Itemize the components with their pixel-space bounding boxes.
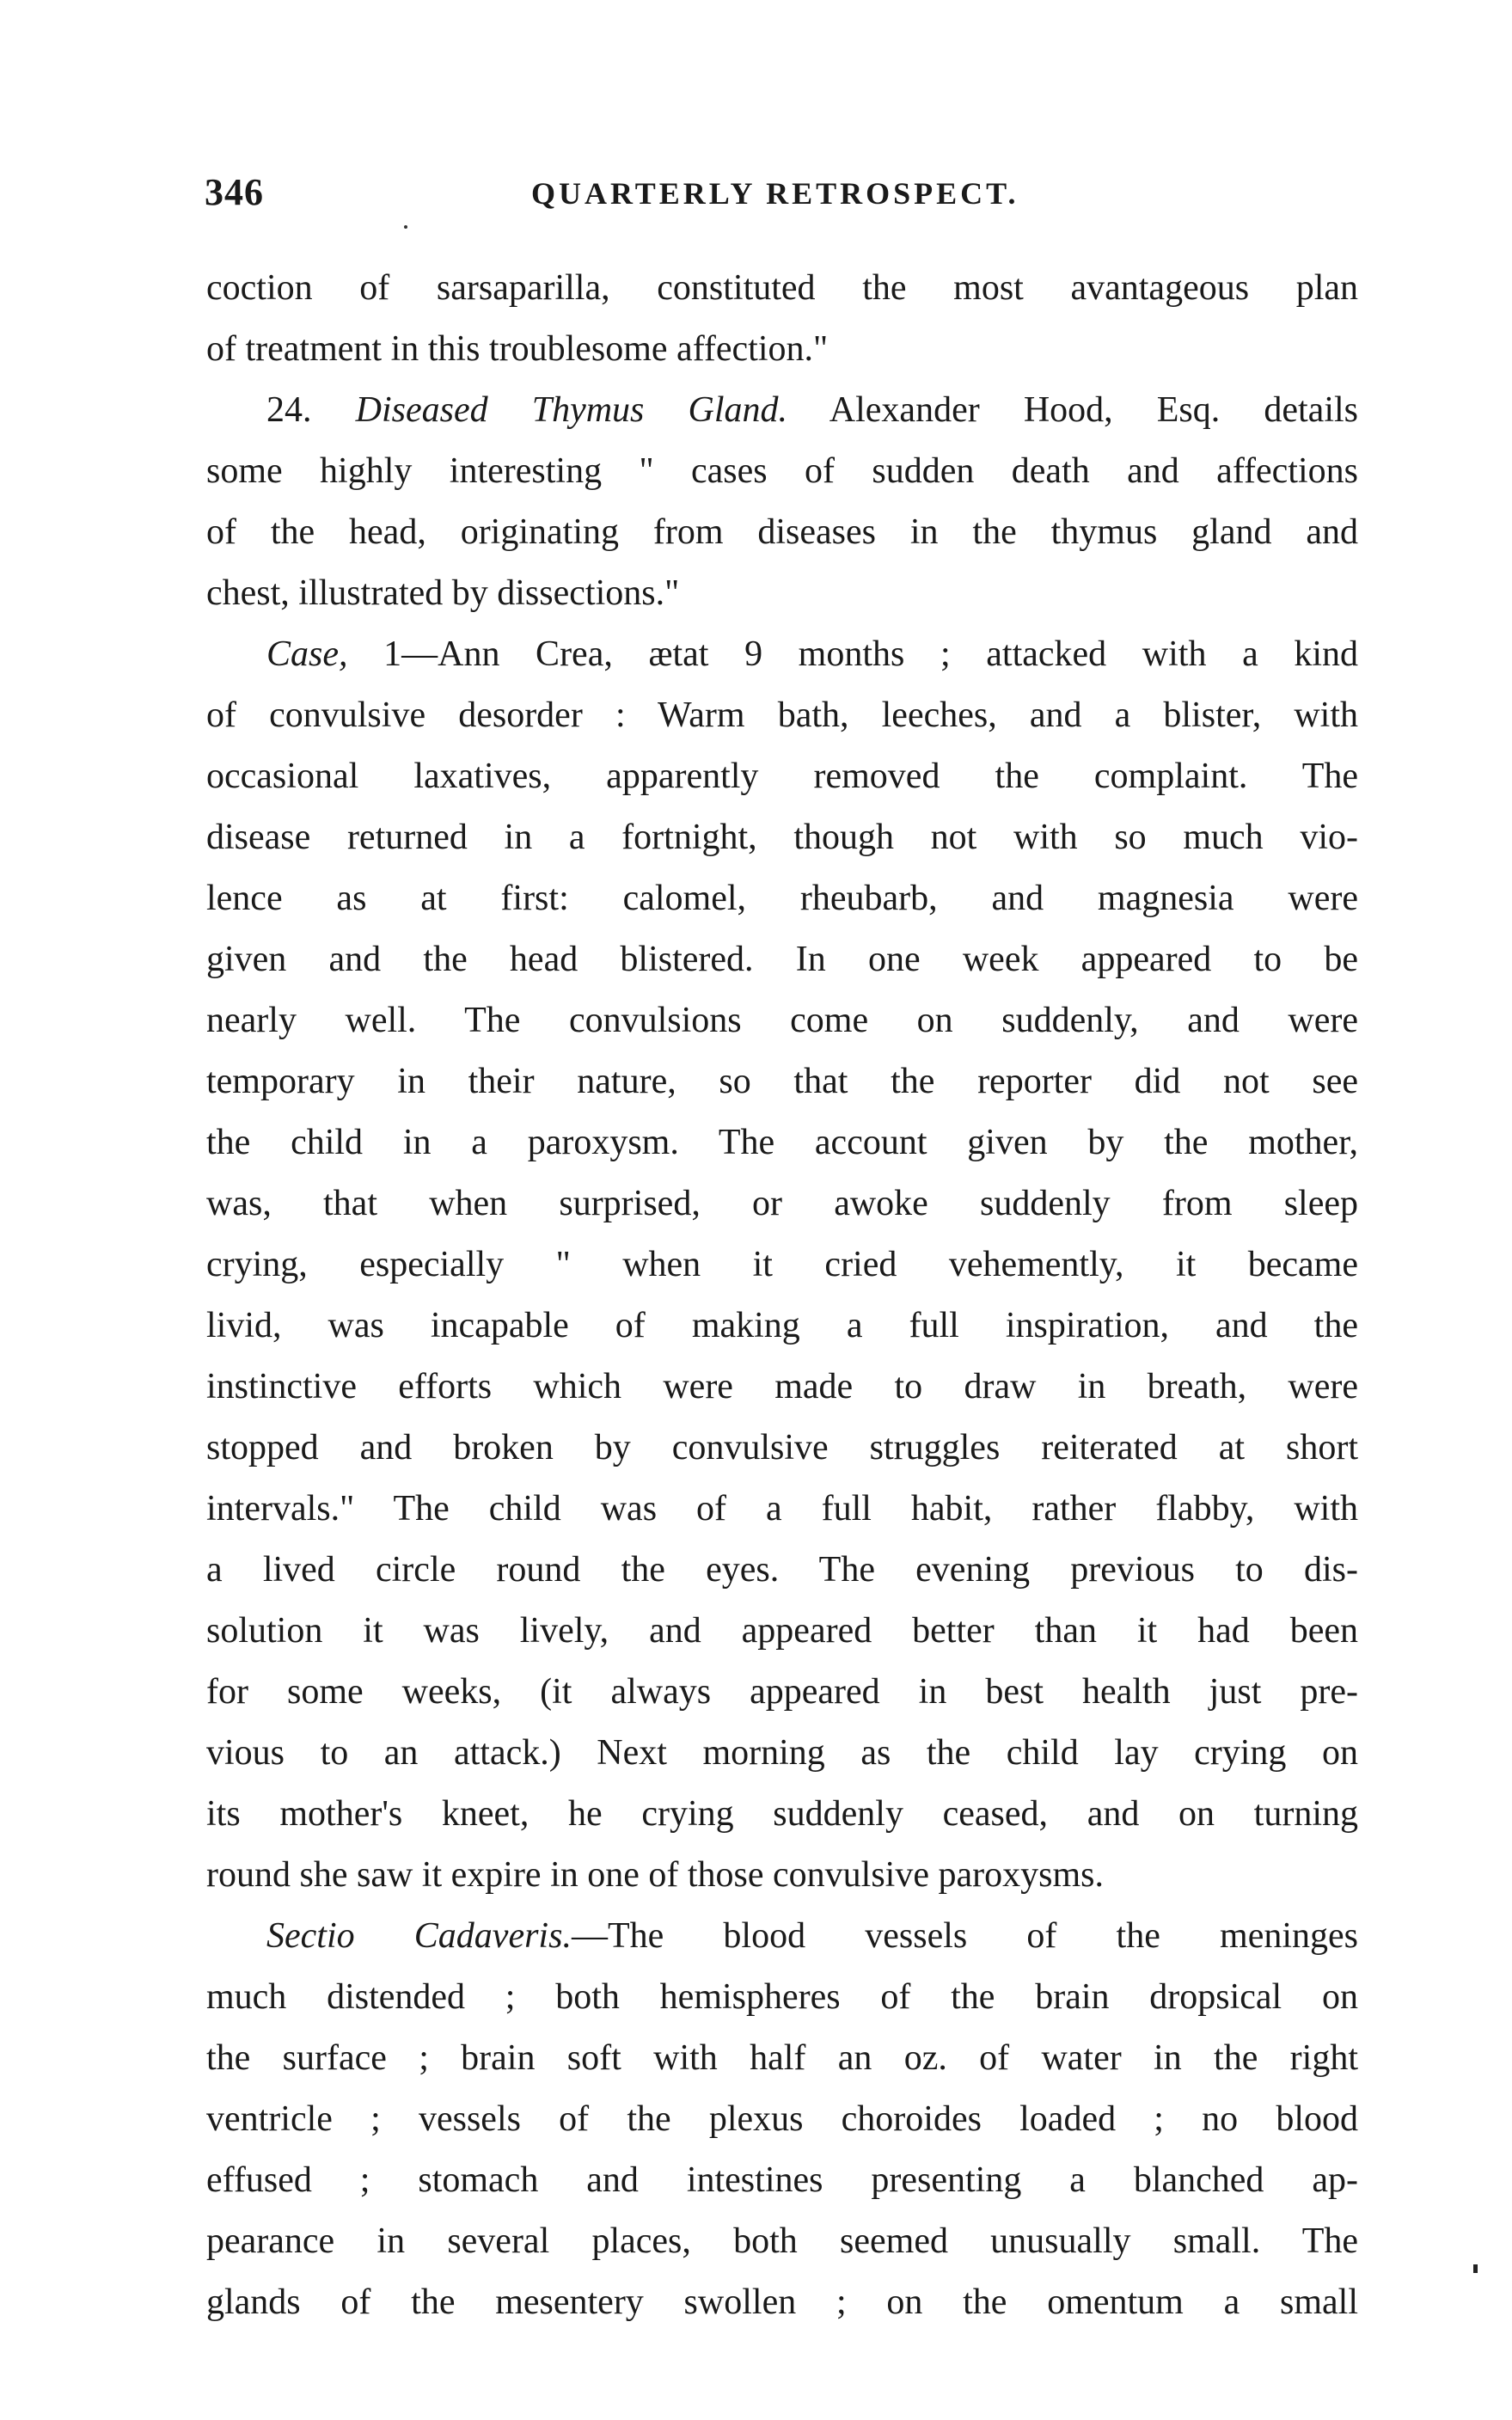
paragraph-number: 24. (266, 390, 356, 430)
line-text: Alexander Hood, Esq. details (787, 390, 1359, 430)
line-text: ventricle ; vessels of the plexus choroides loaded ; no blood (206, 2099, 1358, 2139)
text-line (206, 1906, 1358, 1967)
line-text: given and the head blistered. In one week appeared to be (206, 940, 1358, 979)
line-text: lence as at first: calomel, rheubarb, and magnesia were (206, 879, 1358, 918)
line-text: occasional laxatives, apparently removed the complaint. The (206, 757, 1358, 796)
line-text: of the head, originating from diseases in the thymus gland and (206, 512, 1358, 552)
text-line (206, 441, 1358, 502)
line-text: instinctive efforts which were made to draw in breath, were (206, 1367, 1358, 1406)
text-line (206, 2211, 1358, 2272)
line-text: vious to an attack.) Next morning as the child lay crying on (206, 1733, 1358, 1773)
text-line (206, 1662, 1358, 1723)
line-text: the surface ; brain soft with half an oz. of water in the right (206, 2038, 1358, 2078)
line-text: temporary in their nature, so that the reporter did not see (206, 1062, 1358, 1101)
text-line (206, 563, 1358, 624)
text-line (206, 1601, 1358, 1662)
margin-mark (1473, 2264, 1478, 2273)
line-text: much distended ; both hemispheres of the brain dropsical on (206, 1977, 1358, 2017)
text-line (206, 1845, 1358, 1906)
text-line (206, 2150, 1358, 2211)
line-text: a lived circle round the eyes. The evening previous to dis- (206, 1550, 1358, 1590)
text-line (206, 1357, 1358, 1418)
text-line (206, 1723, 1358, 1784)
text-line (206, 990, 1358, 1051)
line-text: 1—Ann Crea, ætat 9 months ; attacked with a kind (347, 634, 1358, 674)
italic-heading: Diseased Thymus Gland. (355, 390, 787, 430)
line-text: disease returned in a fortnight, though not with so much vio- (206, 818, 1358, 857)
text-line (206, 258, 1358, 319)
text-line (206, 1784, 1358, 1845)
page-number: 346 (205, 171, 264, 213)
line-text: pearance in several places, both seemed unusually small. The (206, 2221, 1358, 2261)
text-line (206, 1540, 1358, 1601)
text-line (206, 1235, 1358, 1296)
line-text: effused ; stomach and intestines presenting a blanched ap- (206, 2160, 1358, 2200)
text-line (206, 1051, 1358, 1112)
italic-heading: Sectio Cadaveris. (266, 1916, 572, 1956)
text-line (206, 807, 1358, 868)
line-text: livid, was incapable of making a full inspiration, and the (206, 1306, 1358, 1345)
text-line (206, 1296, 1358, 1357)
line-text: for some weeks, (it always appeared in best health just pre- (206, 1672, 1358, 1712)
line-text: coction of sarsaparilla, constituted the most avantageous plan (206, 268, 1358, 308)
line-text: was, that when surprised, or awoke suddenly from sleep (206, 1184, 1358, 1223)
text-line (206, 1967, 1358, 2028)
body-text (206, 258, 1358, 2333)
text-line (206, 2028, 1358, 2089)
page-header (205, 170, 1356, 222)
text-line (206, 2272, 1358, 2333)
line-text: round she saw it expire in one of those convulsive paroxysms. (206, 1855, 1104, 1895)
line-text: nearly well. The convulsions come on suddenly, and were (206, 1001, 1358, 1040)
running-head: QUARTERLY RETROSPECT. (531, 176, 1019, 211)
line-text: some highly interesting " cases of sudden death and affections (206, 451, 1358, 491)
text-line (206, 502, 1358, 563)
line-text: stopped and broken by convulsive struggles reiterated at short (206, 1428, 1358, 1467)
text-line (206, 1112, 1358, 1173)
text-line (206, 685, 1358, 746)
line-text: chest, illustrated by dissections." (206, 573, 680, 613)
line-text: intervals." The child was of a full habit, rather flabby, with (206, 1489, 1358, 1529)
line-text: glands of the mesentery swollen ; on the omentum a small (206, 2282, 1358, 2322)
line-text: —The blood vessels of the meninges (571, 1916, 1359, 1956)
line-text: crying, especially " when it cried vehemently, it became (206, 1245, 1358, 1284)
text-line (206, 1479, 1358, 1540)
text-line (206, 929, 1358, 990)
text-line (206, 2089, 1358, 2150)
text-line (206, 319, 1358, 380)
header-dot (404, 225, 407, 229)
line-text: the child in a paroxysm. The account given by the mother, (206, 1123, 1358, 1162)
italic-heading: Case, (266, 634, 348, 674)
text-line (206, 624, 1358, 685)
line-text: of treatment in this troublesome affection." (206, 329, 829, 369)
text-line (206, 868, 1358, 929)
text-line (206, 380, 1358, 441)
line-text: solution it was lively, and appeared better than it had been (206, 1611, 1358, 1651)
line-text: its mother's kneet, he crying suddenly ceased, and on turning (206, 1794, 1358, 1834)
text-line (206, 1418, 1358, 1479)
line-text: of convulsive desorder : Warm bath, leeches, and a blister, with (206, 695, 1358, 735)
text-line (206, 746, 1358, 807)
text-line (206, 1173, 1358, 1235)
